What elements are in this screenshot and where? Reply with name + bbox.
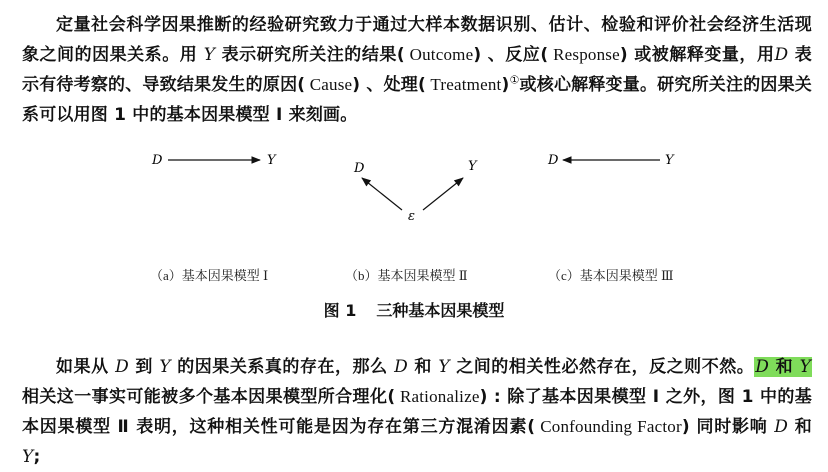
text-run: 的因果关系真的存在，那么 — [170, 357, 395, 377]
variable-d: D — [774, 45, 789, 65]
causal-diagram-svg — [140, 150, 700, 230]
term-confounding-factor: Confounding Factor — [535, 417, 682, 436]
panel-b-d-label: D — [354, 161, 365, 176]
figure-number: 图 1 — [323, 301, 357, 320]
text-run: 如果从 — [56, 357, 116, 377]
term-cause: Cause — [305, 75, 353, 94]
text-run: ) — [501, 75, 510, 95]
term-treatment: Treatment — [425, 75, 502, 94]
panel-a-d-label: D — [152, 153, 163, 168]
panel-b-y-label: Y — [468, 159, 477, 174]
panel-b-epsilon-label: ε — [408, 209, 415, 224]
panel-a-caption: （a）基本因果模型 Ⅰ — [150, 268, 269, 283]
panel-c-y-label: Y — [665, 153, 674, 168]
text-run: ) 、处理( — [352, 75, 426, 95]
panel-c-caption: （c）基本因果模型 Ⅲ — [548, 268, 674, 283]
text-run: ) 同时影响 — [681, 417, 775, 437]
panel-a-y-label: Y — [267, 153, 276, 168]
panel-b-arrow-right — [423, 178, 463, 210]
causal-diagram-figure — [140, 150, 700, 230]
text-run: 和 — [769, 357, 800, 377]
footnote-marker[interactable]: ① — [509, 73, 520, 87]
highlighted-phrase[interactable] — [754, 357, 812, 377]
text-run: 和 — [788, 417, 813, 437]
variable-d: D — [115, 357, 129, 377]
text-run: ; — [33, 447, 41, 467]
term-rationalize: Rationalize — [395, 387, 480, 406]
variable-y: Y — [203, 45, 216, 65]
intro-paragraph — [22, 10, 812, 130]
text-run: 表示研究所关注的结果( — [215, 45, 405, 65]
text-run: 到 — [128, 357, 160, 377]
text-run: ) : 除了基本因果模型 Ⅰ 之外，图 1 中的基本因果模型 Ⅱ 表明，这种相关性可能是因为存在第三方混淆因素( — [22, 387, 812, 437]
term-response: Response — [548, 45, 620, 64]
figure-title-text: 三种基本因果模型 — [376, 301, 505, 320]
discussion-paragraph — [22, 352, 812, 472]
text-run: 或核心解释变量。研究所关注的因果关系可以用图 1 中的基本因果模型 Ⅰ 来刻画。 — [22, 75, 813, 125]
variable-y: Y — [438, 357, 450, 377]
text-run: 相关这一事实可能被多个基本因果模型所合理化( — [22, 387, 396, 407]
variable-d: D — [394, 357, 408, 377]
figure-title — [0, 298, 828, 321]
text-run: 和 — [407, 357, 439, 377]
variable-d: D — [755, 357, 770, 377]
variable-y: Y — [22, 447, 34, 467]
text-run: 之间的相关性必然存在，反之则不然。 — [449, 357, 755, 377]
panel-c-d-label: D — [548, 153, 559, 168]
text-run: ) 、反应( — [473, 45, 549, 65]
variable-y: Y — [159, 357, 171, 377]
variable-d: D — [774, 417, 789, 437]
variable-y: Y — [799, 357, 812, 377]
term-outcome: Outcome — [404, 45, 474, 64]
text-run: 表示有待考察的、导致结果发生的原因( — [22, 45, 812, 95]
text-run: ) 或被解释变量，用 — [619, 45, 775, 65]
panel-b-arrow-left — [362, 178, 402, 210]
text-run: 定量社会科学因果推断的经验研究致力于通过大样本数据识别、估计、检验和评价社会经济生活现象之间的因果关系。用 — [22, 15, 812, 65]
panel-b-caption: （b）基本因果模型 Ⅱ — [345, 268, 468, 283]
